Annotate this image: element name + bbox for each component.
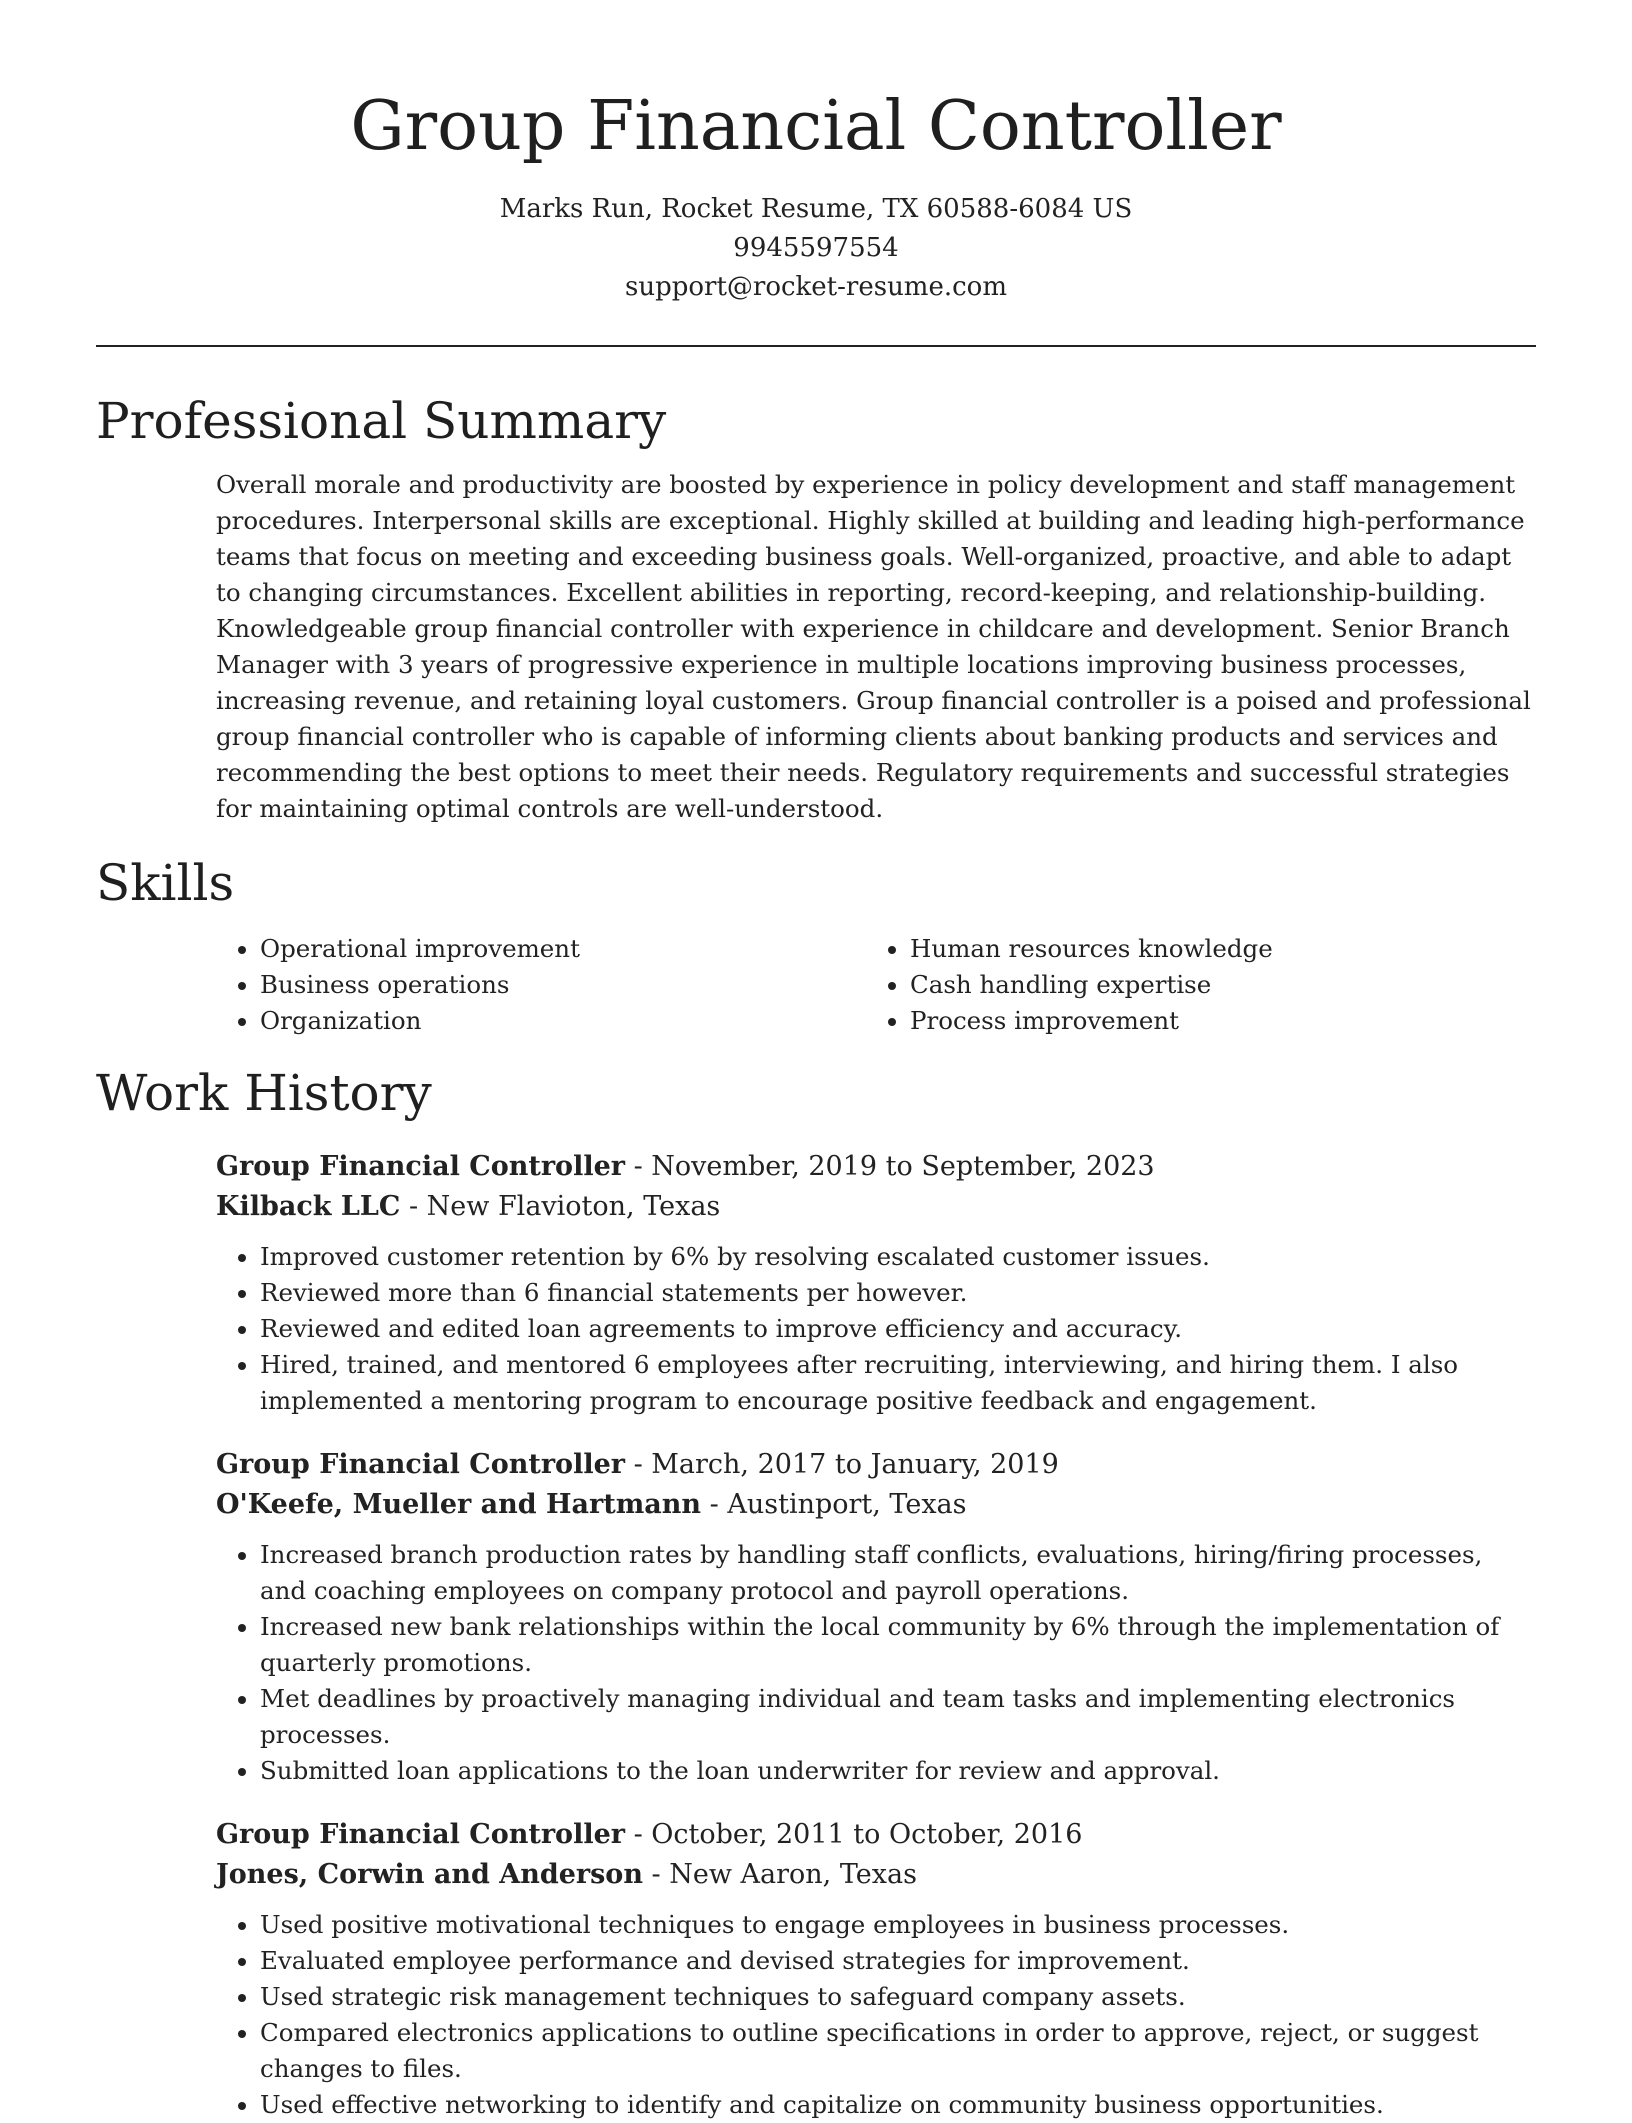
job-role-line: [216, 1147, 1536, 1187]
job-role-line: [216, 1815, 1536, 1855]
job-role: Group Financial Controller: [216, 1819, 625, 1850]
job-bullet: • Used positive motivational techniques to engage employees in business processes.: [260, 1907, 1536, 1943]
resume-header: [96, 0, 1536, 307]
job-company-line: [216, 1187, 1536, 1227]
skill-item: • Operational improvement: [260, 931, 866, 967]
job-company: Kilback LLC: [216, 1191, 401, 1222]
contact-phone: 9945597554: [733, 233, 899, 263]
section-title-skills: Skills: [96, 854, 235, 912]
job-bullet: • Reviewed and edited loan agreements to improve efficiency and accuracy.: [260, 1311, 1536, 1347]
job-bullet: • Used strategic risk management techniques to safeguard company assets.: [260, 1979, 1536, 2015]
job-company-line: [216, 1485, 1536, 1525]
work-history-section: [96, 1061, 1536, 2123]
job-role: Group Financial Controller: [216, 1151, 625, 1182]
contact-address: Marks Run, Rocket Resume, TX 60588-6084 US: [499, 194, 1133, 224]
skill-item: • Process improvement: [910, 1003, 1273, 1039]
skills-columns: [216, 931, 1536, 1039]
job-company: O'Keefe, Mueller and Hartmann: [216, 1489, 702, 1520]
job-entry: [216, 1815, 1536, 2123]
job-bullet: • Met deadlines by proactively managing individual and team tasks and implementing electronics processes.: [260, 1681, 1536, 1753]
job-bullet: • Increased new bank relationships within the local community by 6% through the implementation of quarterly promotions.: [260, 1609, 1536, 1681]
job-bullet: • Used effective networking to identify and capitalize on community business opportunities.: [260, 2087, 1536, 2123]
job-company-line: [216, 1855, 1536, 1895]
contact-block: [96, 190, 1536, 307]
skill-item: • Business operations: [260, 967, 866, 1003]
job-role-line: [216, 1445, 1536, 1485]
candidate-name: Group Financial Controller: [350, 87, 1282, 166]
job-company: Jones, Corwin and Anderson: [216, 1859, 643, 1890]
job-bullets: [216, 1239, 1536, 1419]
job-bullet: • Hired, trained, and mentored 6 employees after recruiting, interviewing, and hiring them. I also implemented a mentoring program to encourage positive feedback and engagement.: [260, 1347, 1536, 1419]
skill-item: • Human resources knowledge: [910, 931, 1273, 967]
skills-list-left: [216, 931, 866, 1039]
section-title-work-history: Work History: [96, 1064, 432, 1122]
header-divider: [96, 345, 1536, 347]
job-dates: - March, 2017 to January, 2019: [624, 1449, 1059, 1480]
skills-list-right: [866, 931, 1273, 1039]
skill-item: • Cash handling expertise: [910, 967, 1273, 1003]
summary-text: Overall morale and productivity are boosted by experience in policy development and staff management procedures. Interpersonal skills are exceptional. Highly skilled at building and leading high-performance teams that focus on meeting and exceeding business goals. Well-organized, proactive, and able to adapt to changing circumstances. Excellent abilities in reporting, record-keeping, and relationship-building. Knowledgeable group financial controller with experience in childcare and development. Senior Branch Manager with 3 years of progressive experience in multiple locations improving business processes, increasing revenue, and retaining loyal customers. Group financial controller is a poised and professional group financial controller who is capable of informing clients about banking products and services and recommending the best options to meet their needs. Regulatory requirements and successful strategies for maintaining optimal controls are well-understood.: [216, 470, 1531, 823]
job-bullet: • Compared electronics applications to outline specifications in order to approve, reject, or suggest changes to files.: [260, 2015, 1536, 2087]
job-entry: [216, 1147, 1536, 1419]
job-dates: - November, 2019 to September, 2023: [624, 1151, 1155, 1182]
job-bullet: • Increased branch production rates by handling staff conflicts, evaluations, hiring/firing processes, and coaching employees on company protocol and payroll operations.: [260, 1537, 1536, 1609]
skills-section: [96, 851, 1536, 1039]
section-title-summary: Professional Summary: [96, 392, 667, 450]
job-entry: [216, 1445, 1536, 1789]
contact-email: support@rocket-resume.com: [624, 272, 1007, 302]
job-bullets: [216, 1907, 1536, 2123]
job-bullet: • Reviewed more than 6 financial statements per however.: [260, 1275, 1536, 1311]
job-bullets: [216, 1537, 1536, 1789]
job-location: - New Aaron, Texas: [642, 1859, 917, 1890]
job-dates: - October, 2011 to October, 2016: [624, 1819, 1083, 1850]
skill-item: • Organization: [260, 1003, 866, 1039]
job-location: - New Flavioton, Texas: [400, 1191, 721, 1222]
job-role: Group Financial Controller: [216, 1449, 625, 1480]
job-location: - Austinport, Texas: [701, 1489, 967, 1520]
professional-summary-section: [96, 389, 1536, 827]
job-bullet: • Evaluated employee performance and devised strategies for improvement.: [260, 1943, 1536, 1979]
job-bullet: • Submitted loan applications to the loan underwriter for review and approval.: [260, 1753, 1536, 1789]
job-bullet: • Improved customer retention by 6% by resolving escalated customer issues.: [260, 1239, 1536, 1275]
